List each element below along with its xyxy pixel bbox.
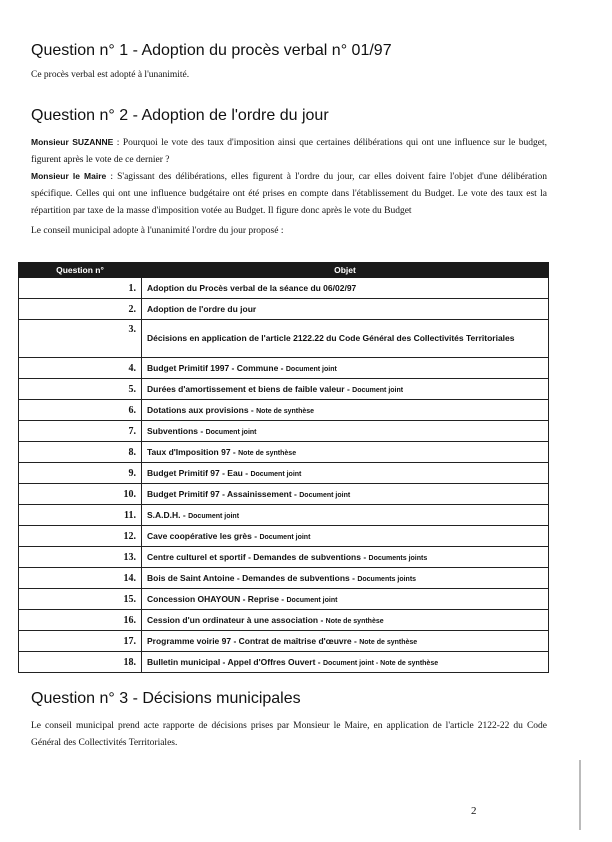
- agenda-row-object: [142, 320, 549, 358]
- agenda-row-title: Budget Primitif 97 - Assainissement -: [147, 489, 300, 499]
- agenda-row-object: [142, 652, 549, 673]
- speech-maire-text: : S'agissant des délibérations, elles figurent à l'ordre du jour, car elles doivent faire l'objet d'une délibération spécifique. Celles qui ont une influence budgétaire ont été prises en compte dans l'établissement du Budget. Le vote des taux est la répartition par taxe de la masse d'imposition votée au Budget. Il figure donc après le vote du Budget: [31, 172, 547, 216]
- agenda-row: [19, 652, 549, 673]
- agenda-row: [19, 568, 549, 589]
- agenda-row-object: [142, 421, 549, 442]
- agenda-header-row: [19, 263, 549, 278]
- speech-suzanne: [31, 134, 547, 169]
- agenda-row-number: 12.: [19, 526, 142, 547]
- speaker-maire: Monsieur le Maire: [31, 171, 107, 181]
- agenda-row-title: Budget Primitif 97 - Eau -: [147, 468, 251, 478]
- agenda-row-title: Cession d'un ordinateur à une association -: [147, 615, 326, 625]
- question-1-heading: Question n° 1 - Adoption du procès verbal n° 01/97: [31, 42, 392, 59]
- agenda-row-note: Document joint: [299, 492, 351, 499]
- agenda-row-title: Bulletin municipal - Appel d'Offres Ouvert -: [147, 657, 323, 667]
- agenda-row-title: Taux d'Imposition 97 -: [147, 447, 239, 457]
- agenda-row-title: Centre culturel et sportif - Demandes de subventions -: [147, 552, 369, 562]
- agenda-row: [19, 421, 549, 442]
- agenda-row: [19, 379, 549, 400]
- question-2-heading: Question n° 2 - Adoption de l'ordre du jour: [31, 107, 329, 124]
- agenda-row-object: [142, 442, 549, 463]
- agenda-row-title: Bois de Saint Antoine - Demandes de subventions -: [147, 573, 358, 583]
- agenda-row-title: Concession OHAYOUN - Reprise -: [147, 594, 287, 604]
- speech-suzanne-text: : Pourquoi le vote des taux d'imposition ainsi que certaines délibérations qui ont une influence sur le budget, figurent après le vote de ce dernier ?: [31, 138, 547, 165]
- agenda-row-note: Note de synthèse: [256, 408, 315, 415]
- agenda-row-title: Programme voirie 97 - Contrat de maîtrise d'œuvre -: [147, 636, 360, 646]
- agenda-table: [18, 262, 549, 673]
- agenda-row-object: [142, 568, 549, 589]
- agenda-row-note: Document joint - Note de synthèse: [322, 660, 439, 667]
- agenda-row-number: 1.: [19, 278, 142, 299]
- agenda-row-object: [142, 358, 549, 379]
- agenda-row: [19, 320, 549, 358]
- agenda-row-object: [142, 589, 549, 610]
- speech-maire: [31, 168, 547, 220]
- scan-edge-mark: [579, 760, 581, 830]
- agenda-row: [19, 299, 549, 320]
- agenda-row: [19, 358, 549, 379]
- agenda-row-number: 9.: [19, 463, 142, 484]
- agenda-row-note: Document joint: [286, 597, 338, 604]
- question-3-heading: Question n° 3 - Décisions municipales: [31, 690, 301, 707]
- column-header-object: Objet: [142, 263, 549, 278]
- agenda-row-title: S.A.D.H. -: [147, 510, 189, 520]
- agenda-row-note: Document joint: [352, 387, 404, 394]
- agenda-row-note: Document joint: [259, 534, 311, 541]
- agenda-row-number: 5.: [19, 379, 142, 400]
- agenda-row: [19, 589, 549, 610]
- agenda-row-object: [142, 526, 549, 547]
- agenda-row-title: Adoption de l'ordre du jour: [147, 304, 257, 314]
- agenda-row-number: 17.: [19, 631, 142, 652]
- agenda-row-number: 6.: [19, 400, 142, 421]
- agenda-row-number: 2.: [19, 299, 142, 320]
- agenda-row-number: 14.: [19, 568, 142, 589]
- agenda-row-note: Documents joints: [357, 576, 417, 583]
- agenda-row-number: 18.: [19, 652, 142, 673]
- question-3-text: Le conseil municipal prend acte rapporte de décisions prises par Monsieur le Maire, en application de l'article 2122-22 du Code Général des Collectivités Territoriales.: [31, 721, 547, 748]
- agenda-row-number: 10.: [19, 484, 142, 505]
- agenda-row-number: 13.: [19, 547, 142, 568]
- agenda-row-number: 7.: [19, 421, 142, 442]
- agenda-row-title: Subventions -: [147, 426, 206, 436]
- agenda-row-note: Note de synthèse: [325, 618, 384, 625]
- agenda-row: [19, 547, 549, 568]
- agenda-row-title: Budget Primitif 1997 - Commune -: [147, 363, 286, 373]
- agenda-row-title: Adoption du Procès verbal de la séance du 06/02/97: [147, 283, 357, 293]
- agenda-row-number: 15.: [19, 589, 142, 610]
- agenda-row-note: Document joint: [188, 513, 240, 520]
- agenda-row-title: Dotations aux provisions -: [147, 405, 257, 415]
- agenda-row-note: Note de synthèse: [359, 639, 418, 646]
- agenda-row-object: [142, 505, 549, 526]
- agenda-row-title: Décisions en application de l'article 2122.22 du Code Général des Collectivités Territoriales: [147, 333, 515, 343]
- agenda-row-number: 11.: [19, 505, 142, 526]
- agenda-row-object: [142, 484, 549, 505]
- agenda-row-number: 16.: [19, 610, 142, 631]
- agenda-row-note: Note de synthèse: [238, 450, 297, 457]
- agenda-row-title: Cave coopérative les grès -: [147, 531, 260, 541]
- agenda-row: [19, 278, 549, 299]
- agenda-row: [19, 484, 549, 505]
- agenda-row-object: [142, 463, 549, 484]
- agenda-row-number: 8.: [19, 442, 142, 463]
- agenda-row-note: Document joint: [250, 471, 302, 478]
- column-header-number: Question n°: [19, 263, 142, 278]
- agenda-row-number: 4.: [19, 358, 142, 379]
- agenda-row-object: [142, 547, 549, 568]
- agenda-row: [19, 463, 549, 484]
- agenda-row: [19, 442, 549, 463]
- agenda-row-object: [142, 610, 549, 631]
- question-2-conclusion: Le conseil municipal adopte à l'unanimité l'ordre du jour proposé :: [31, 226, 284, 236]
- agenda-row-note: Documents joints: [368, 555, 428, 562]
- agenda-row-object: [142, 379, 549, 400]
- agenda-row: [19, 610, 549, 631]
- agenda-row: [19, 400, 549, 421]
- agenda-row-object: [142, 299, 549, 320]
- agenda-row: [19, 631, 549, 652]
- question-1-text: Ce procès verbal est adopté à l'unanimité.: [31, 70, 190, 80]
- agenda-row: [19, 505, 549, 526]
- agenda-row-object: [142, 400, 549, 421]
- agenda-row: [19, 526, 549, 547]
- agenda-row-title: Durées d'amortissement et biens de faible valeur -: [147, 384, 353, 394]
- agenda-row-note: Document joint: [205, 429, 257, 436]
- agenda-row-object: [142, 278, 549, 299]
- agenda-row-number: 3.: [19, 320, 142, 358]
- speaker-suzanne: Monsieur SUZANNE: [31, 137, 114, 147]
- agenda-row-note: Document joint: [285, 366, 337, 373]
- agenda-row-object: [142, 631, 549, 652]
- page-number: 2: [471, 805, 477, 817]
